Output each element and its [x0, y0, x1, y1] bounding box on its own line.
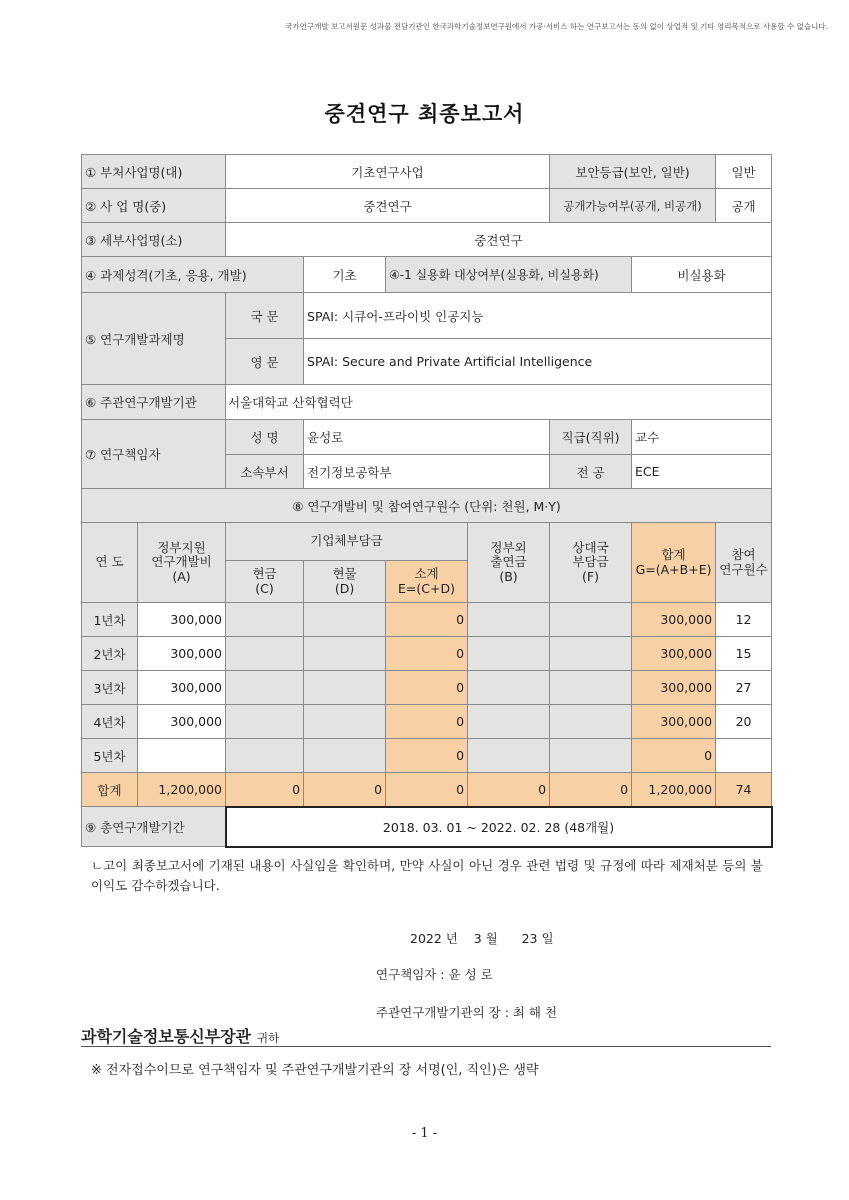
project-title-label: ⑤ 연구개발과제명	[82, 293, 226, 385]
row-partner	[550, 705, 632, 739]
row-subtotal: 0	[386, 739, 468, 773]
col-subtotal-header: 소계 E=(C+D)	[386, 561, 468, 603]
total-year: 합계	[82, 773, 138, 807]
pi-major-value: ECE	[632, 455, 772, 489]
host-institution-value: 서울대학교 산학협력단	[226, 385, 772, 420]
commercialization-value: 비실용화	[632, 257, 772, 293]
research-period-label: ⑨ 총연구개발기간	[82, 807, 226, 847]
copyright-notice: 국가연구개발 보고서원문 성과물 전담기관인 한국과학기술정보연구원에서 가공·서비스 하는 연구보고서는 동의 없이 상업적 및 기타 영리목적으로 사용할 수 없습니다.	[285, 22, 828, 31]
row-gov: 300,000	[138, 705, 226, 739]
row-year: 3년차	[82, 671, 138, 705]
report-form-table	[81, 154, 773, 848]
total-subtotal: 0	[386, 773, 468, 807]
row-subtotal: 0	[386, 637, 468, 671]
col-partner-header: 상대국 부담금 (F)	[550, 523, 632, 603]
ministry-program-value: 기초연구사업	[226, 155, 550, 189]
row-staff: 12	[716, 603, 772, 637]
host-institution-label: ⑥ 주관연구개발기관	[82, 385, 226, 420]
minister-title: 과학기술정보통신부장관	[81, 1027, 252, 1046]
pi-position-label: 직급(직위)	[550, 420, 632, 455]
row-partner	[550, 739, 632, 773]
disclosure-label: 공개가능여부(공개, 비공개)	[550, 189, 716, 223]
table-row	[82, 603, 772, 637]
row-gov: 300,000	[138, 603, 226, 637]
addressee	[81, 1024, 279, 1047]
row-total: 300,000	[632, 637, 716, 671]
page-number: - 1 -	[411, 1126, 438, 1141]
commercialization-label: ④-1 실용화 대상여부(실용화, 비실용화)	[386, 257, 632, 293]
row-staff: 20	[716, 705, 772, 739]
row-subtotal: 0	[386, 671, 468, 705]
ministry-program-label: ① 부처사업명(대)	[82, 155, 226, 189]
pi-department-label: 소속부서	[226, 455, 304, 489]
row-year: 4년차	[82, 705, 138, 739]
subprogram-value: 중견연구	[226, 223, 772, 257]
row-kind	[304, 603, 386, 637]
disclosure-value: 공개	[716, 189, 772, 223]
program-name-label: ② 사 업 명(중)	[82, 189, 226, 223]
col-gov-header: 정부지원 연구개발비 (A)	[138, 523, 226, 603]
pi-name-label: 성 명	[226, 420, 304, 455]
total-gov: 1,200,000	[138, 773, 226, 807]
total-staff: 74	[716, 773, 772, 807]
total-kind: 0	[304, 773, 386, 807]
page-title: 중견연구 최종보고서	[324, 102, 525, 126]
row-cash	[226, 637, 304, 671]
row-staff: 15	[716, 637, 772, 671]
row-partner	[550, 603, 632, 637]
row-gov: 300,000	[138, 637, 226, 671]
row-nongov	[468, 603, 550, 637]
col-staff-header: 참여 연구원수	[716, 523, 772, 603]
row-kind	[304, 637, 386, 671]
budget-section-title: ⑧ 연구개발비 및 참여연구원수 (단위: 천원, M·Y)	[82, 489, 772, 523]
project-nature-value: 기초	[304, 257, 386, 293]
korean-title-label: 국 문	[226, 293, 304, 339]
row-kind	[304, 671, 386, 705]
divider	[81, 1046, 771, 1047]
row-year: 1년차	[82, 603, 138, 637]
row-cash	[226, 603, 304, 637]
col-kind-header: 현물 (D)	[304, 561, 386, 603]
total-partner: 0	[550, 773, 632, 807]
row-kind	[304, 705, 386, 739]
row-year: 5년차	[82, 739, 138, 773]
total-cash: 0	[226, 773, 304, 807]
col-cash-header: 현금 (C)	[226, 561, 304, 603]
row-nongov	[468, 739, 550, 773]
row-nongov	[468, 705, 550, 739]
row-gov: 300,000	[138, 671, 226, 705]
row-year: 2년차	[82, 637, 138, 671]
english-title-label: 영 문	[226, 339, 304, 385]
principal-investigator-label: ⑦ 연구책임자	[82, 420, 226, 489]
total-total: 1,200,000	[632, 773, 716, 807]
pi-major-label: 전 공	[550, 455, 632, 489]
row-cash	[226, 739, 304, 773]
row-nongov	[468, 671, 550, 705]
table-row	[82, 705, 772, 739]
table-total-row	[82, 773, 772, 807]
program-name-value: 중견연구	[226, 189, 550, 223]
row-partner	[550, 637, 632, 671]
pi-name-value: 윤성로	[304, 420, 550, 455]
table-row	[82, 637, 772, 671]
table-row	[82, 739, 772, 773]
electronic-submission-note: ※ 전자접수이므로 연구책임자 및 주관연구개발기관의 장 서명(인, 직인)은 생략	[91, 1063, 539, 1078]
project-nature-label: ④ 과제성격(기초, 응용, 개발)	[82, 257, 304, 293]
minister-suffix: 귀하	[257, 1031, 280, 1045]
host-head-signature: 주관연구개발기관의 장 : 최 해 천	[376, 1005, 558, 1020]
row-total: 300,000	[632, 671, 716, 705]
pi-signature: 연구책임자 : 윤 성 로	[376, 967, 493, 982]
row-kind	[304, 739, 386, 773]
row-cash	[226, 671, 304, 705]
english-title-value: SPAI: Secure and Private Artificial Intelligence	[304, 339, 772, 385]
total-nongov: 0	[468, 773, 550, 807]
submission-date: 2022 년 3 월 23 일	[410, 931, 554, 946]
table-row	[82, 671, 772, 705]
row-subtotal: 0	[386, 705, 468, 739]
row-nongov	[468, 637, 550, 671]
pi-department-value: 전기정보공학부	[304, 455, 550, 489]
col-year-header: 연 도	[82, 523, 138, 603]
korean-title-value: SPAI: 시큐어-프라이빗 인공지능	[304, 293, 772, 339]
row-gov	[138, 739, 226, 773]
row-partner	[550, 671, 632, 705]
row-staff: 27	[716, 671, 772, 705]
subprogram-label: ③ 세부사업명(소)	[82, 223, 226, 257]
row-cash	[226, 705, 304, 739]
security-level-label: 보안등급(보안, 일반)	[550, 155, 716, 189]
col-nongov-header: 정부외 출연금 (B)	[468, 523, 550, 603]
row-total: 300,000	[632, 705, 716, 739]
security-level-value: 일반	[716, 155, 772, 189]
row-total: 300,000	[632, 603, 716, 637]
research-period-value: 2018. 03. 01 ~ 2022. 02. 28 (48개월)	[226, 807, 772, 847]
row-staff	[716, 739, 772, 773]
col-corp-header: 기업체부담금	[226, 523, 468, 561]
confirmation-statement: ㄴ고이 최종보고서에 기재된 내용이 사실임을 확인하며, 만약 사실이 아닌 경우 관련 법령 및 규정에 따라 제재처분 등의 불이익도 감수하겠습니다.	[91, 858, 763, 893]
row-subtotal: 0	[386, 603, 468, 637]
pi-position-value: 교수	[632, 420, 772, 455]
row-total: 0	[632, 739, 716, 773]
col-total-header: 합계 G=(A+B+E)	[632, 523, 716, 603]
